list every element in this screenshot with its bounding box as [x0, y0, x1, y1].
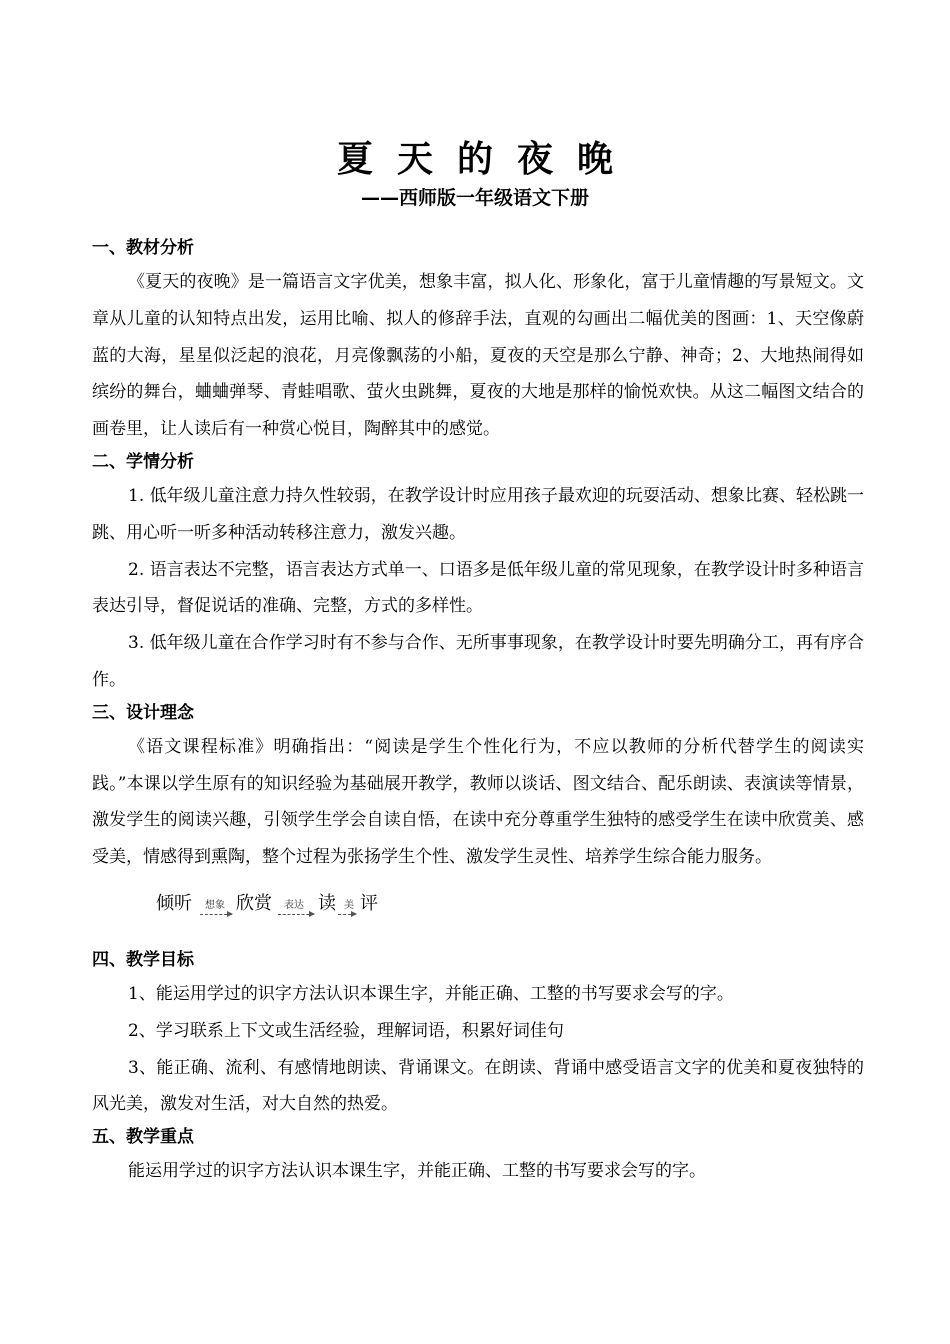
document-body [92, 234, 864, 1190]
flow-step-read: 读 [318, 892, 336, 914]
student-analysis-item-2: 2. 语言表达不完整，语言表达方式单一、口语多是低年级儿童的常见现象，在教学设计时多种语言表达引导，督促说话的准确、完整，方式的多样性。 [92, 559, 864, 617]
flow-step-evaluate: 评 [360, 892, 378, 914]
flow-arrow-3 [338, 914, 356, 915]
student-analysis-item-1: 1. 低年级儿童注意力持久性较弱，在教学设计时应用孩子最欢迎的玩耍活动、想象比赛、轻松跳一跳、用心听一听多种活动转移注意力，激发兴趣。 [92, 485, 864, 543]
flow-step-appreciate: 欣赏 [236, 892, 272, 914]
section-heading-material-analysis: 一、教材分析 [92, 238, 194, 258]
flow-arrow-2 [278, 914, 314, 915]
document-title: 夏天的夜晚 [336, 139, 637, 180]
flow-label-beauty: 美 [344, 899, 354, 911]
document-subtitle: ——西师版一年级语文下册 [360, 187, 589, 209]
flow-arrow-1 [200, 914, 232, 915]
section-heading-teaching-goals: 四、教学目标 [92, 949, 194, 970]
flow-label-express: 表达 [284, 899, 304, 911]
teaching-goal-3: 3、能正确、流利、有感情地朗读、背诵课文。在朗读、背诵中感受语言文字的优美和夏夜独特的风光美，激发对生活，对大自然的热爱。 [92, 1057, 864, 1115]
material-analysis-paragraph: 《夏天的夜晚》是一篇语言文字优美，想象丰富，拟人化、形象化，富于儿童情趣的写景短文。文章从儿童的认知特点出发，运用比喻、拟人的修辞手法，直观的勾画出二幅优美的图画：1、天空像蔚蓝的大海，星星似泛起的浪花，月亮像飘荡的小船，夏夜的天空是那么宁静、神奇；2、大地热闹得如缤纷的舞台，蛐蛐弹琴、青蛙唱歌、萤火虫跳舞，夏夜的大地是那样的愉悦欢快。从这二幅图文结合的画卷里，让人读后有一种赏心悦目，陶醉其中的感觉。 [92, 272, 864, 440]
teaching-goal-2: 2、学习联系上下文或生活经验，理解词语，积累好词佳句 [128, 1020, 564, 1041]
teaching-focus-paragraph: 能运用学过的识字方法认识本课生字，并能正确、工整的书写要求会写的字。 [128, 1161, 706, 1182]
flow-step-listen: 倾听 [156, 892, 192, 914]
student-analysis-item-3: 3. 低年级儿童在合作学习时有不参与合作、无所事事现象，在教学设计时要先明确分工，再有序合作。 [92, 633, 864, 690]
learning-flow-diagram [92, 884, 864, 938]
design-concept-paragraph: 《语文课程标准》明确指出：“阅读是学生个性化行为，不应以教师的分析代替学生的阅读实践。”本课以学生原有的知识经验为基础展开教学，教师以谈话、图文结合、配乐朗读、表演读等情景，激发学生的阅读兴趣，引领学生学会自读自悟，在读中充分尊重学生独特的感受学生在读中欣赏美、感受美，情感得到熏陶，整个过程为张扬学生个性、激发学生灵性、培养学生综合能力服务。 [92, 736, 864, 868]
flow-label-imagine: 想象 [205, 899, 225, 911]
section-heading-student-analysis: 二、学情分析 [92, 451, 194, 472]
section-heading-teaching-focus: 五、教学重点 [92, 1127, 194, 1148]
section-heading-design-concept: 三、设计理念 [92, 702, 194, 723]
teaching-goal-1: 1、能运用学过的识字方法认识本课生字，并能正确、工整的书写要求会写的字。 [128, 983, 734, 1004]
